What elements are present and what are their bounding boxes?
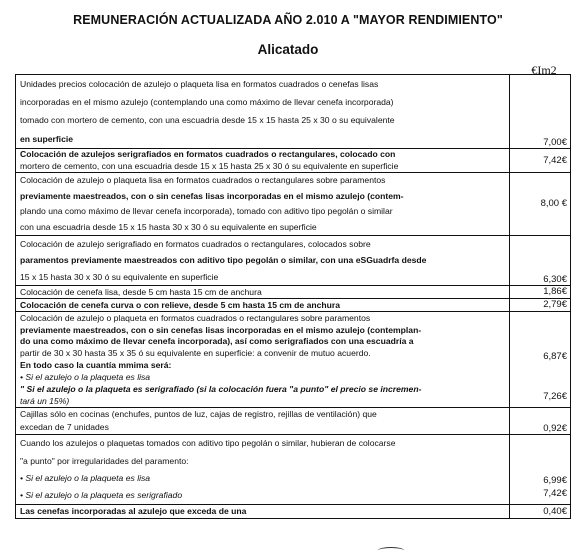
description-line: Colocación de azulejo o plaqueta lisa en formatos cuadrados o rectangulares sobre paramentos <box>20 175 386 186</box>
price-value: 8,00 € <box>540 198 567 210</box>
table-row <box>16 148 570 172</box>
description-line: 15 x 15 hasta 30 x 30 ó su equivalente en superficie <box>20 271 219 282</box>
description-line: • Si el azulejo o la plaqueta es serigrafiado <box>20 490 183 501</box>
description-line: Colocación de cenefa curva o con relieve, desde 5 cm hasta 15 cm de anchura <box>20 299 341 310</box>
price-value: 0,40€ <box>543 505 567 517</box>
price-value: 7,42€ <box>543 154 567 166</box>
price-cell <box>510 286 570 298</box>
table-row <box>16 172 570 235</box>
description-line: tomado con mortero de cemento, con una escuadria desde 15 x 15 hasta 25 x 30 o su equivalente <box>20 115 395 126</box>
price-cell <box>510 173 570 235</box>
table-row <box>16 235 570 285</box>
row-description <box>16 435 510 504</box>
document-title: REMUNERACIÓN ACTUALIZADA AÑO 2.010 A "MAYOR RENDIMIENTO" <box>73 13 503 27</box>
price-value: 6,30€ <box>543 273 567 285</box>
row-description <box>16 505 510 518</box>
table-row <box>16 311 570 407</box>
description-line: Las cenefas incorporadas al azulejo que exceda de una <box>20 506 247 517</box>
description-line: Unidades precios colocación de azulejo o plaqueta lisa en formatos cuadrados o cenefas lisas <box>20 78 379 89</box>
description-line: do una como máximo de llevar cenefa incorporada), así como serigrafiados con una escuadría a <box>20 336 414 347</box>
description-line: tará un 15%) <box>20 395 70 406</box>
unit-label: €Im2 <box>531 63 557 77</box>
row-description <box>16 312 510 407</box>
price-cell <box>510 505 570 518</box>
row-description <box>16 236 510 285</box>
description-line: En todo caso la cuantía mmima será: <box>20 360 172 371</box>
price-cell <box>510 299 570 311</box>
description-line: Colocación de azulejo o plaqueta en formatos cuadrados o rectangulares sobre paramentos <box>20 312 371 323</box>
price-value: 2,79€ <box>543 299 567 311</box>
table-row <box>16 434 570 504</box>
price-cell <box>510 408 570 434</box>
row-description <box>16 173 510 235</box>
price-table <box>15 74 571 519</box>
table-row <box>16 298 570 311</box>
price-value: 1,86€ <box>543 286 567 298</box>
description-line: partir de 30 x 30 hasta 35 x 35 ó su equivalente en superficie: a convenir de mutuo acuerdo. <box>20 348 371 359</box>
description-line: plando una como máximo de llevar cenefa incorporada), tomado con aditivo tipo pegolán o similar <box>20 206 393 217</box>
price-value: 7,26€ <box>543 390 567 402</box>
row-description <box>16 286 510 298</box>
row-description <box>16 75 510 148</box>
description-line: "a punto" por irregularidades del paramento: <box>20 455 189 466</box>
description-line: " Si el azulejo o la plaqueta es serigrafiado (si la colocación fuera "a punto" el precio se incremen- <box>20 383 422 394</box>
description-line: • Si el azulejo o la plaqueta es lisa <box>20 372 151 383</box>
table-row <box>16 407 570 434</box>
table-row <box>16 75 570 148</box>
table-row <box>16 285 570 298</box>
row-description <box>16 408 510 434</box>
description-line: previamente maestreados, con o sin cenefas lisas incorporadas en el mismo azulejo (contemplan- <box>20 324 422 335</box>
price-value: 7,00€ <box>543 136 567 148</box>
price-cell <box>510 149 570 172</box>
price-value: 7,42€ <box>543 487 567 499</box>
table-row <box>16 504 570 518</box>
description-line: Cajillas sólo en cocinas (enchufes, puntos de luz, cajas de registro, rejillas de ventilación) que <box>20 409 377 420</box>
description-line: mortero de cemento, con una escuadria desde 15 x 15 hasta 25 x 30 ó su equivalente en superficie <box>20 160 399 171</box>
description-line: Colocación de cenefa lisa, desde 5 cm hasta 15 cm de anchura <box>20 286 262 297</box>
description-line: Colocación de azulejos serigrafiados en formatos cuadrados o rectangulares, colocado con <box>20 149 396 160</box>
price-cell <box>510 435 570 504</box>
description-line: paramentos previamente maestreados con aditivo tipo pegolán o similar, con una eSGuadrfa desde <box>20 255 427 266</box>
description-line: en superficie <box>20 133 74 144</box>
price-cell <box>510 236 570 285</box>
price-cell <box>510 75 570 148</box>
price-value: 0,92€ <box>543 422 567 434</box>
price-value: 6,99€ <box>543 475 567 486</box>
description-line: previamente maestreados, con o sin cenefas lisas incorporadas en el mismo azulejo (contem- <box>20 190 404 201</box>
price-cell <box>510 312 570 407</box>
row-description <box>16 299 510 311</box>
description-line: Cuando los azulejos o plaquetas tomados con aditivo tipo pegolán o similar, hubieran de colocarse <box>20 438 396 449</box>
description-line: excedan de 7 unidades <box>20 422 109 433</box>
section-title: Alicatado <box>257 42 319 57</box>
description-line: • Si el azulejo o la plaqueta es lisa <box>20 472 151 483</box>
description-line: con una escuadria desde 15 x 15 hasta 30 x 30 ó su equivalente en superficie <box>20 221 317 232</box>
description-line: Colocación de azulejo serigrafiado en formatos cuadrados o rectangulares, colocados sobre <box>20 238 371 249</box>
description-line: incorporadas en el mismo azulejo (contemplando una como máximo de llevar cenefa incorporada) <box>20 97 394 108</box>
price-value: 6,87€ <box>543 351 567 362</box>
row-description <box>16 149 510 172</box>
